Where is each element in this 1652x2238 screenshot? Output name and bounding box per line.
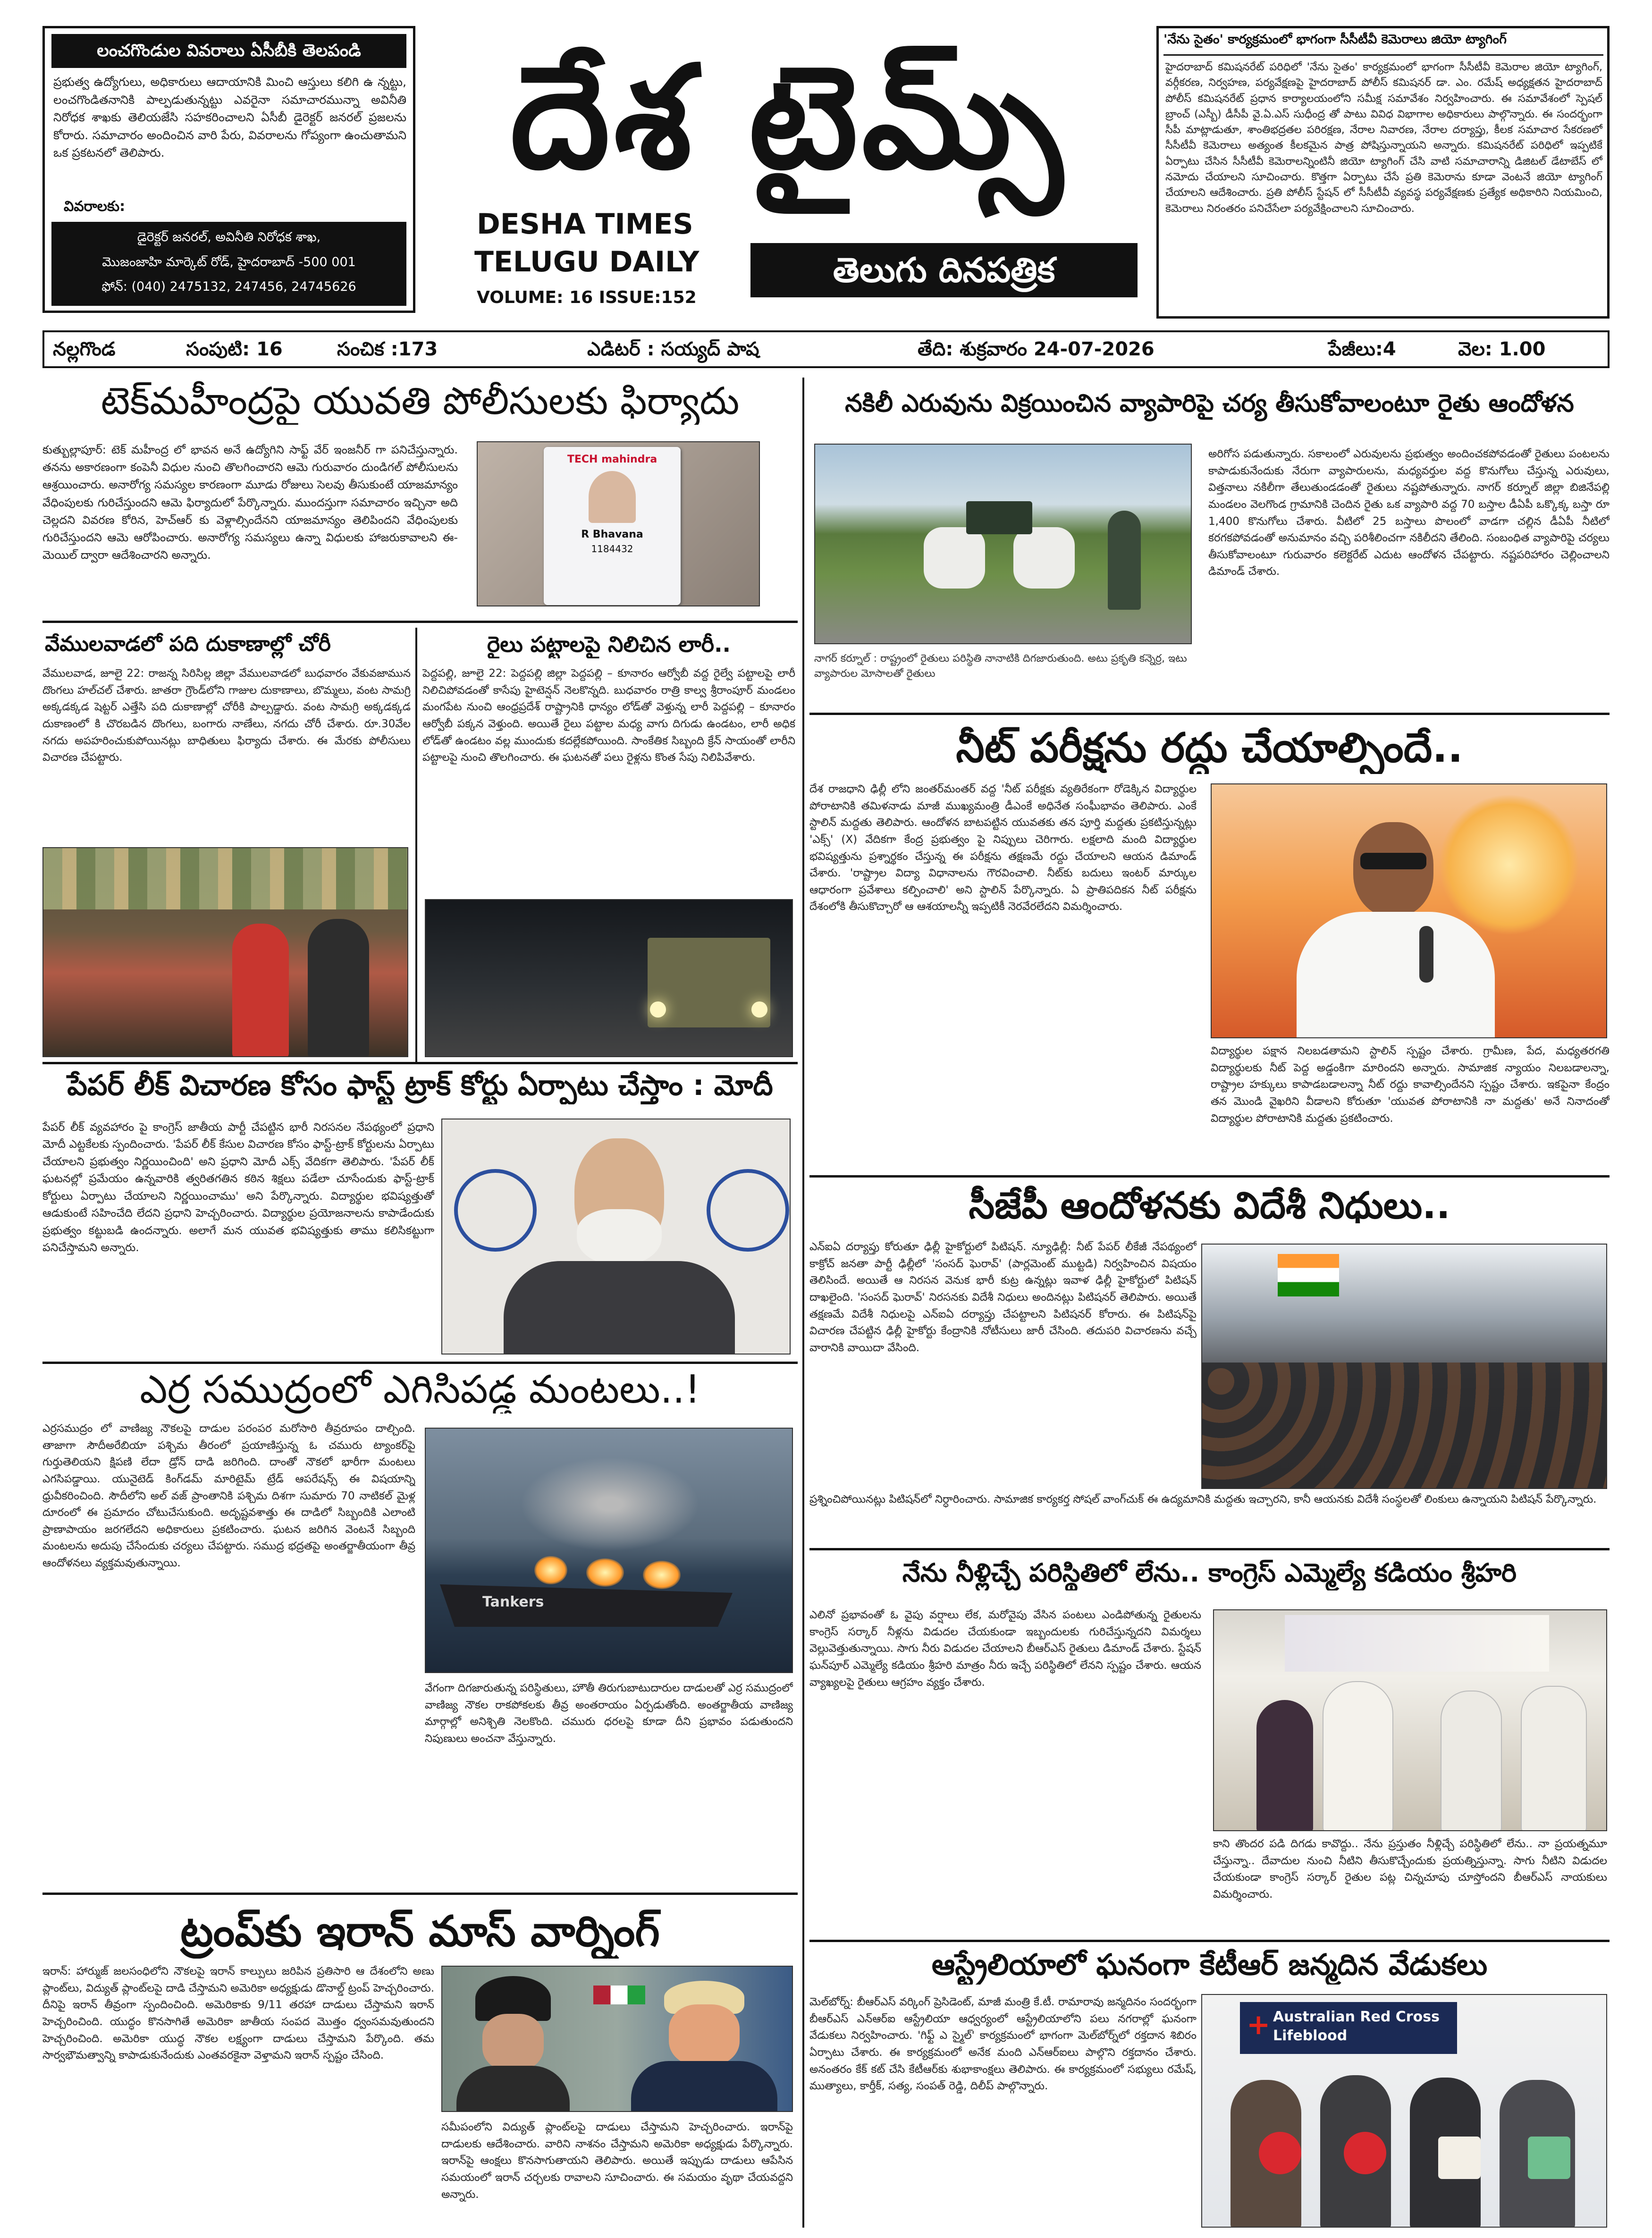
tech-id-card-photo	[477, 441, 760, 606]
smoke-shape	[520, 1457, 700, 1551]
neet-body-continued: విద్యార్థుల పక్షాన నిలబడతామని స్టాలిన్ స్పష్టం చేశారు. గ్రామీణ, పేద, మధ్యతరగతి విద్యార్థులకు నీట్ పెద్ద అడ్డంకిగా మారిందని అన్నారు. సామాజిక న్యాయం నిలబడాలన్నా, రాష్ట్రాల హక్కులు కాపాడబడాలన్నా నీట్ రద్దు కావాల్సిందేనని స్పష్టం చేశారు. ఇకపైనా కేంద్రం తన మొండి వైఖరిని వీడాలని కోరుతూ 'యువత పోరాటానికి నా మద్దతు' అనే నినాదంతో విద్యార్థుల పోరాటానికి మద్దతు ప్రకటించారు.	[1211, 1045, 1610, 1125]
masthead-title: దేశ టైమ్స్	[510, 35, 1067, 200]
speaker-glasses	[1360, 853, 1426, 869]
crowd-shape	[1202, 1363, 1607, 1489]
tech-body: కుత్బుల్లాపూర్: టెక్ మహీంద్ర లో భావన అనే ఉద్యోగిని సాఫ్ట్ వేర్ ఇంజనీర్ గా పనిచేస్తున్నారు. తనను అకారణంగా కంపెనీ విధుల నుంచి తొలగించారని ఆమె గురువారం దుండిగల్ పోలీసులను ఆశ్రయించారు. అనారోగ్య సమస్యల కారణంగా మూడు రోజులు సెలవు తీసుకుంటే యాజమాన్యం వేధింపులకు గురిచేస్తుందని ఆమె ఫిర్యాదులో పేర్కొన్నారు. ముందస్తుగా సమాచారం ఇచ్చినా అది చెల్లదని వివరణ కోరిన, హెచ్ఆర్ కు వెళ్లాల్సిందేనని యాజమాన్యం తెలిపిందని వేధింపులకు గురిచేస్తుందని ఆమె ఆరోపించారు. అనారోగ్య సమస్యలు ఉన్నా విధులకు హాజరుకావాలని ఈ-మెయిల్ ద్వారా ఆదేశించారని అన్నారు.	[42, 443, 458, 562]
divider	[42, 1062, 798, 1064]
acb-address-1: డైరెక్టర్ జనరల్, అవినీతి నిరోధక శాఖ,	[137, 230, 321, 244]
headlight	[650, 1001, 666, 1018]
ktr-blood-donation-photo	[1201, 1994, 1607, 2228]
vemulawada-headline: వేములవాడలో పది దుకాణాల్లో చోరీ	[45, 632, 331, 656]
jacket-shape	[504, 1261, 735, 1355]
fertilizer-headline: నకిలీ ఎరువును విక్రయించిన వ్యాపారిపై చర్య తీసుకోవాలంటూ రైతు ఆందోళన	[845, 389, 1574, 418]
acb-contact-label: వివరాలకు:	[64, 198, 126, 215]
acb-notice-box	[42, 26, 415, 313]
fire-icon	[586, 1558, 624, 1587]
divider	[809, 713, 1610, 715]
kadiyam-body: ఎలినో ప్రభావంతో ఓ వైపు వర్షాలు లేక, మరోవైపు వేసిన పంటలు ఎండిపోతున్న రైతులను కాంగ్రెస్ సర్కార్ నీళ్లను విడుదల చేయకుండా ఇబ్బందులకు గురిచేస్తున్నదని విమర్శలు వెల్లువెత్తుతున్నాయి. సాగు నీరు విడుదల చేయాలని బీఆర్ఎస్ రైతులు డిమాండ్ చేశారు. స్టేషన్ ఘన్‌పూర్ ఎమ్మెల్యే కడియం శ్రీహరి మాత్రం నీరు ఇచ్చే పరిస్థితిలో లేనని స్పష్టం చేశారు. ఆయన వ్యాఖ్యలపై రైతులు ఆగ్రహం వ్యక్తం చేశారు.	[809, 1609, 1201, 1689]
lorry-night-photo	[425, 899, 793, 1057]
masthead-english-name: DESHA TIMES	[477, 208, 693, 241]
vemulawada-shop-photo	[42, 847, 408, 1057]
modi-photo	[441, 1119, 791, 1355]
id-card-number: 1184432	[591, 543, 633, 555]
cjp-body: ఎన్ఐఏ దర్యాప్తు కోరుతూ ఢిల్లీ హైకోర్టులో పిటిషన్. న్యూఢిల్లీ: నీట్ పేపర్ లీకేజీ నేపథ్యంలో కాక్రోచ్ జనతా పార్టీ ఢిల్లీలో 'సంసద్ ఘెరావ్' (పార్లమెంట్ ముట్టడి) నిర్వహించిన విషయం తెలిసిందే. అయితే ఆ నిరసన వెనుక భారీ కుట్ర ఉన్నట్లు ఇవాళ ఢిల్లీ హైకోర్టులో పిటిషన్ దాఖలైంది. 'సంసద్ ఘెరావ్' నిరసనకు విదేశీ నిధులు అందినట్లు పిటిషనర్ తెలిపారు. అయితే తక్షణమే విదేశీ నిధులపై ఎన్ఐఏ దర్యాప్తు చేపట్టాలని పిటిషనర్ కోరారు. ఈ పిటిషన్‌పై విచారణ చేపట్టిన ఢిల్లీ హైకోర్టు కేంద్రానికి నోటీసులు జారీ చేసింది. తదుపరి విచారణను వచ్చే వారానికి వాయిదా వేసింది.	[809, 1241, 1197, 1354]
modi-headline: పేపర్ లీక్ విచారణ కోసం ఫాస్ట్ ట్రాక్ కోర్టు ఏర్పాటు చేస్తాం : మోదీ	[67, 1069, 773, 1102]
cart-shape	[966, 501, 1032, 534]
acb-contact-block	[51, 222, 406, 306]
ship-hull-text: Tankers	[482, 1594, 544, 1610]
ktr-body: మెల్‌బోర్న్: బీఆర్ఎస్ వర్కింగ్ ప్రెసిడెంట్, మాజీ మంత్రి కే.టీ. రామారావు జన్మదినం సందర్భంగా బీఆర్ఎస్ ఎన్ఆర్ఐ ఆస్ట్రేలియా ఆధ్వర్యంలో ఆస్ట్రేలియాలోని పలు నగరాల్లో ఘనంగా వేడుకలు నిర్వహించారు. 'గిఫ్ట్ ఎ స్మైల్' కార్యక్రమంలో భాగంగా మెల్‌బోర్న్‌లో రక్తదాన శిబిరం ఏర్పాటు చేశారు. ఈ కార్యక్రమంలో అనేక మంది ఎన్ఆర్ఐలు పాల్గొని రక్తదానం చేశారు. అనంతరం కేక్ కట్ చేసి కేటీఆర్‌కు శుభాకాంక్షలు తెలిపారు. ఈ కార్యక్రమంలో సభ్యులు రమేష్, ముత్యాలు, కార్తీక్, సత్య, సంపత్ రెడ్డి, దిలీప్ పాల్గొన్నారు.	[809, 1996, 1197, 2093]
id-card	[544, 447, 681, 605]
headlight	[751, 1001, 767, 1018]
redsea-caption: వేగంగా దిగజారుతున్న పరిస్థితులు, హౌతీ తిరుగుబాటుదారుల దాడులతో ఎర్ర సముద్రంలో వాణిజ్య నౌకల రాకపోకలకు తీవ్ర అంతరాయం ఏర్పడుతోంది. అంతర్జాతీయ వాణిజ్య మార్గాల్లో అనిశ్చితి నెలకొంది. చమురు ధరలపై కూడా దీని ప్రభావం పడుతుందని నిపుణులు అంచనా వేస్తున్నారు.	[425, 1682, 793, 1745]
trump-caption: సమీపంలోని విద్యుత్ ప్లాంట్‌లపై దాడులు చేస్తామని హెచ్చరించారు. ఇరాన్‌పై దాడులకు ఆదేశించారు. వారిని నాశనం చేస్తామని అమెరికా అధ్యక్షుడు పేర్కొన్నారు. ఇరాన్‌పై ఆంక్షలు కొనసాగుతాయని తెలిపారు. అయితే ఇప్పుడు దాడులు ఆపేసిన సమయంలో ఇరాన్ చర్చలకు రావాలని సూచించారు. ఈ సమయం వృథా చేయవద్దని అన్నారు.	[441, 2121, 793, 2201]
cctv-notice-heading: 'నేను సైతం' కార్యక్రమంలో భాగంగా సీసీటీవీ కెమెరాలు జియో ట్యాగింగ్	[1163, 32, 1507, 47]
neet-headline: నీట్ పరీక్షను రద్దు చేయాల్సిందే..	[956, 724, 1463, 772]
bullock-shape	[1013, 527, 1075, 589]
banner-shape	[1285, 1615, 1549, 1672]
acb-address-2: మొజంజాహి మార్కెట్ రోడ్, హైదరాబాద్ -500 001	[102, 255, 356, 269]
red-cross-icon: +	[1247, 2008, 1271, 2041]
dateline-bar	[42, 330, 1610, 368]
divider	[809, 1940, 1610, 1942]
placard-icon	[1344, 2132, 1386, 2174]
cleric-robe	[456, 2066, 570, 2112]
trump-headline: ట్రంప్‌కు ఇరాన్ మాస్ వార్నింగ్	[180, 1907, 660, 1956]
lorry-headline: రైలు పట్టాలపై నిలిచిన లారీ..	[487, 631, 731, 657]
tech-headline: టెక్‌మహీంద్రపై యువతి పోలీసులకు ఫిర్యాదు	[101, 379, 740, 423]
farmer-silhouette	[1108, 511, 1141, 610]
id-card-brand: TECH mahindra	[567, 454, 657, 465]
dateline-pages: పేజీలు:4	[1328, 338, 1396, 360]
dateline-editor: ఎడిటర్ : సయ్యద్ పాష	[587, 338, 759, 360]
fire-icon	[643, 1561, 681, 1589]
divider	[42, 621, 798, 623]
redsea-body: ఎర్రసముద్రం లో వాణిజ్య నౌకలపై దాడుల పరంపర మరోసారి తీవ్రరూపం దాల్చింది. తాజాగా సౌదీఅరేబియా పశ్చిమ తీరంలో ప్రయాణిస్తున్న ఓ చమురు ట్యాంకర్‌పై గుర్తుతెలియని క్షిపణి లేదా డ్రోన్ దాడి జరిగింది. దాంతో నౌకలో భారీగా మంటలు ఎగసిపడ్డాయి. యునైటెడ్ కింగ్‌డమ్ మారిటైమ్ ట్రేడ్ ఆపరేషన్స్ ఈ విషయాన్ని ధ్రువీకరించింది. సౌదీలోని అల్ వజ్ ప్రాంతానికి పశ్చిమ దిశగా సుమారు 70 నాటికల్ మైళ్ల దూరంలో ఈ ప్రమాదం చోటుచేసుకుంది. అదృష్టవశాత్తు ఈ దాడిలో సిబ్బందికి ఎలాంటి ప్రాణాపాయం జరగలేదని అధికారులు ప్రకటించారు. ఘటన జరిగిన వెంటనే సిబ్బంది మంటలను అదుపు చేసేందుకు చర్యలు చేపట్టారు. సముద్ర భద్రతపై అంతర్జాతీయంగా తీవ్ర ఆందోళనలు వ్యక్తమవుతున్నాయి.	[42, 1422, 415, 1570]
id-card-photo	[589, 471, 636, 523]
column-divider	[415, 628, 417, 1062]
redsea-headline: ఎర్ర సముద్రంలో ఎగిసిపడ్డ మంటలు..!	[140, 1367, 700, 1412]
flags-icon	[593, 1986, 645, 2004]
neet-body: దేశ రాజధాని ఢిల్లీ లోని జంతర్‌మంతర్ వద్ద 'నీట్ పరీక్షకు వ్యతిరేకంగా రోడెక్కిన విద్యార్థుల పోరాటానికి తమిళనాడు మాజీ ముఖ్యమంత్రి డీఎంకే అధినేత సంఘీభావం తెలిపారు. ఎంకే స్టాలిన్ మద్దతు తెలిపారు. ఆందోళన బాటపట్టిన యువతకు తన పూర్తి మద్దతు ప్రకటిస్తున్నట్లు 'ఎక్స్' (X) వేదికగా కేంద్ర ప్రభుత్వం పై నిప్పులు చెరిగారు. లక్షలాది మంది విద్యార్థుల భవిష్యత్తును ప్రశ్నార్థకం చేస్తున్న ఈ పరీక్షను తక్షణమే రద్దు చేయాలని ఆయన డిమాండ్ చేశారు. 'రాష్ట్రాల విద్యా విధానాలను గౌరవించాలి. నీట్‌కు బదులు ఇంటర్ మార్కుల ఆధారంగా ప్రవేశాలు కల్పించాలి' అని స్టాలిన్ పేర్కొన్నారు. ఏ ప్రాతిపదికన నీట్ పరీక్షను దేశంలోకి తీసుకొచ్చారో ఆ ఆశయాలన్నీ ఇప్పటికీ నెరవేరలేదని విమర్శించారు.	[809, 783, 1197, 913]
trump-body: ఇరాన్: హార్ముజ్ జలసంధిలోని నౌకలపై ఇరాన్ కాల్పులు జరిపిన ప్రతిసారి ఆ దేశంలోని అణు ప్లాంట్‌లు, విద్యుత్ ప్లాంట్‌లపై దాడి చేస్తామని అమెరికా అధ్యక్షుడు డొనాల్డ్ ట్రంప్ హెచ్చరించారు. దీనిపై ఇరాన్ తీవ్రంగా స్పందించింది. అమెరికాకు 9/11 తరహా దాడులు చేస్తామని ఇరాన్ హెచ్చరించింది. యుద్ధం కొనసాగితే అమెరికా జాతీయ సంపద మొత్తం ధ్వంసమవుతుందని హెచ్చరించింది. అమెరికా యుద్ధ నౌకల లక్ష్యంగా దాడులు చేస్తామని పేర్కొంది. తమ సార్వభౌమత్వాన్ని కాపాడుకునేందుకు ఎంతవరకైనా వెళ్తామని ఇరాన్ స్పష్టం చేసింది.	[42, 1965, 434, 2062]
beard-shape	[577, 1209, 662, 1266]
masthead-volume: VOLUME: 16 ISSUE:152	[477, 288, 697, 307]
acb-notice-heading: లంచగొండుల వివరాలు ఏసీబీకి తెలపండి	[51, 34, 406, 68]
dateline-issue: సంచిక :173	[337, 338, 438, 360]
fertilizer-caption: నాగర్ కర్నూల్ : రాష్ట్రంలో రైతులు పరిస్థితి నానాటికి దిగజారుతుంది. అటు ప్రకృతి కన్నెర్ర, ఇటు వ్యాపారుల మోసాలతో రైతులు	[814, 653, 1187, 680]
divider	[809, 1548, 1610, 1550]
acb-phone: ఫోన్: (040) 2475132, 247456, 24745626	[101, 279, 356, 294]
lorry-shape	[648, 938, 770, 1027]
fertilizer-bullock-cart-photo	[814, 444, 1192, 644]
placard-icon	[1438, 2137, 1481, 2179]
person-silhouette	[232, 924, 289, 1057]
trump-face	[669, 2004, 740, 2066]
acb-notice-body: ప్రభుత్వ ఉద్యోగులు, అధికారులు ఆదాయానికి మించి ఆస్తులు కలిగి ఉ న్నట్టు, లంచగొండితనానికి పాల్పడుతున్నట్టు ఎవరైనా సమాచారమున్నా అవినీతి నిరోధక శాఖకు తెలియజేసి సహకరించాలని ఏసీబీ డైరెక్టర్ జనరల్ ప్రజలను కోరారు. సమాచారం అందించిన వారి పేరు, వివరాలను గోప్యంగా ఉంచుతామని ఒక ప్రకటనలో తెలిపారు.	[53, 75, 406, 160]
cctv-notice-underline	[1163, 54, 1603, 56]
bullock-shape	[924, 527, 985, 589]
cjp-body-continued: ప్రశ్నించిపోయినట్లు పిటిషన్‌లో నిర్ధారించారు. సామాజిక కార్యకర్త సోషల్ వాంగ్‌చుక్ ఈ ఉద్యమానికి మద్దతు ఇచ్చారని, కానీ ఆయనకు విదేశీ సంస్థలతో లింకులు ఉన్నాయని పిటిషన్ పేర్కొన్నారు.	[809, 1493, 1597, 1506]
flag-icon	[1278, 1254, 1339, 1296]
lorry-body: పెద్దపల్లి, జూలై 22: పెద్దపల్లి జిల్లా పెద్దపల్లి – కూనారం ఆర్వోబీ వద్ద రైల్వే పట్టాలపై లారీ నిలిచిపోవడంతో కాసేపు హైటెన్షన్ నెలకొన్నది. బుధవారం రాత్రి కాల్వ శ్రీరాంపూర్ మండలం మంగపేట నుంచి ఆంధ్రప్రదేశ్ రాష్ట్రానికి ధాన్యం లోడ్‌తో వెళ్తున్న లారీ పెద్దపల్లి – కూనారం ఆర్వోబీ పక్కన వెళ్తుంది. అయితే రైలు పట్టాల మధ్య వాగు దిగుడు ఉండటం, లారీ అధిక లోడ్‌తో ఉండటం వల్ల ముందుకు కదల్లేకపోయింది. సాంకేతిక సిబ్బంది క్రేన్ సాయంతో లారీని పట్టాలపై నుంచి తొలగించారు. ఈ ఘటనతో పలు రైళ్లను కొంత సేపు నిలిపివేశారు.	[422, 667, 795, 764]
neet-body-tail	[809, 1078, 1197, 1168]
shop-shelf	[43, 848, 408, 909]
cctv-notice-box	[1156, 26, 1610, 319]
ktr-headline: ఆస్ట్రేలియాలో ఘనంగా కేటీఆర్ జన్మదిన వేడుకలు	[931, 1947, 1488, 1982]
dateline-volume: సంపుటి: 16	[186, 338, 283, 360]
cctv-notice-body: హైదరాబాద్ కమిషనరేట్ పరిధిలో 'నేను సైతం' కార్యక్రమంలో భాగంగా సీసీటీవీ కెమెరాల జియో ట్యాగింగ్, వర్గీకరణ, నిర్వహణ, పర్యవేక్షణపై హైదరాబాద్ పోలీస్ కమిషనర్ డా. ఎం. రమేష్ అధ్యక్షతన హైదరాబాద్ పోలీస్ కమిషనరేట్ ప్రధాన కార్యాలయంలోని సమీక్ష సమావేశం నిర్వహించారు. ఈ సమావేశంలో స్పెషల్ బ్రాంచ్ (ఎస్బీ) డీసీపీ వై.ఏ.ఎస్ సుధీంద్ర తో పాటు వివిధ విభాగాల అధికారులు పాల్గొన్నారు. ఈ సందర్భంగా సీపీ మాట్లాడుతూ, శాంతిభద్రతల పరిరక్షణ, నేరాల నివారణ, నేరాల దర్యాప్తు, కీలక సమాచార సేకరణలో సీసీటీవీ కెమెరాలు అత్యంత కీలకమైన పాత్ర పోషిస్తున్నాయని అన్నారు. కమిషనరేట్ పరిధిలో ఇప్పటికే ఏర్పాటు చేసిన సీసీటీవీ కెమెరాలన్నింటినీ జియో ట్యాగింగ్ చేసి వాటి సమాచారాన్ని డిజిటల్ డేటాబేస్ లో నమోదు చేయాలని సూచించారు. కొత్తగా ఏర్పాటు చేసే ప్రతి కెమెరాను కూడా వెంటనే జియో ట్యాగింగ్ చేయాలని ఆదేశించారు. ప్రతి పోలీస్ స్టేషన్ లో సీసీటీవీ వ్యవస్థ పర్యవేక్షణకు ప్రత్యేక అధికారిని నియమించి, కెమెరాలు నిరంతరం పనిచేసేలా పర్యవేక్షించాలని సూచించారు.	[1165, 61, 1602, 215]
person-silhouette	[308, 919, 369, 1057]
kadiyam-caption: కాని తొందర పడి దిగడు కావొద్దు.. నేను ప్రస్తుతం నీళ్లిచ్చే పరిస్థితిలో లేను.. నా ప్రయత్నమూ చేస్తున్నా.. దేవాదుల నుంచి నీటిని తీసుకొచ్చేందుకు ప్రయత్నిస్తున్నా. సాగు నీటిని విడుదల చేయకుండా కాంగ్రెస్ సర్కార్ రైతుల పట్ల చిన్నచూపు చూస్తోందని బీఆర్ఎస్ నాయకులు విమర్శించారు.	[1213, 1838, 1607, 1901]
sun-emblem	[1438, 794, 1580, 935]
dateline-place: నల్లగొండ	[53, 338, 116, 360]
red-cross-banner	[1240, 2002, 1457, 2054]
placard-icon	[1259, 2132, 1301, 2174]
divider	[809, 1175, 1610, 1178]
ashoka-chakra-icon	[454, 1169, 537, 1252]
trump-iran-photo	[441, 1966, 793, 2112]
red-cross-banner-text: Australian Red Cross Lifeblood	[1273, 2009, 1440, 2044]
dateline-price: వెల: 1.00	[1458, 338, 1546, 360]
fertilizer-body: అరిగోస పడుతున్నారు. సకాలంలో ఎరువులను ప్రభుత్వం అందించకపోవడంతో రైతులు పంటలను కాపాడుకునేందుకు నేరుగా వ్యాపారులను, మధ్యవర్తుల వద్ద కొనుగోలు చేస్తున్న ఎరువులు, విత్తనాలు నకిలీగా తేలుతుండడంతో రైతులు నష్టపోతున్నారు. నాగర్ కర్నూల్ జిల్లా బిజినేపల్లి మండలం వెలగొండ గ్రామానికి చెందిన రైతు ఒక వ్యాపారి వద్ద 70 బస్తాల డీఏపీ ఒక్కొక్క బస్తా రూ 1,400 కొనుగోలు చేశారు. వీటిలో 25 బస్తాలు పొలంలో వాడగా చల్లిన డీఏపీ నీటిలో కరగకపోవడంతో అనుమానం వచ్చి పరిశీలించగా నకిలీదని తేలింది. సంబంధిత వ్యాపారిపై చర్యలు తీసుకోవాలంటూ గురువారం కలెక్టరేట్ ఎదుట ఆందోళన చేపట్టారు. నష్టపరిహారం చెల్లించాలని డిమాండ్ చేశారు.	[1208, 448, 1610, 578]
kadiyam-meeting-photo	[1213, 1609, 1607, 1831]
modi-body: పేపర్ లీక్ వ్యవహారం పై కాంగ్రెస్ జాతీయ పార్టీ చేపట్టిన భారీ నిరసనల నేపథ్యంలో ప్రధాని మోదీ ఎట్టకేలకు స్పందించారు. 'పేపర్ లీక్ కేసుల విచారణ కోసం ఫాస్ట్-ట్రాక్ కోర్టులను ఏర్పాటు చేయాలని ప్రభుత్వం నిర్ణయించింది' అని ప్రధాని మోదీ ఎక్స్ వేదికగా తెలిపారు. 'పేపర్ లీక్ ఘటనల్లో ప్రమేయం ఉన్నవారికి త్వరితగతిన కఠిన శిక్షలు పడేలా చూసేందుకు ఫాస్ట్-ట్రాక్ కోర్టులు ఏర్పాటు చేయాలని నిర్ణయించాము' అని పేర్కొన్నారు. విద్యార్థుల భవిష్యత్తుతో ఆడుకుంటే సహించేది లేదని ప్రధాని హెచ్చరించారు. విద్యార్థుల ప్రయోజనాలను కాపాడేందుకు ప్రభుత్వం కట్టుబడి ఉందన్నారు. అలాగే మన యువత భవిష్యత్తుకు తాము కలిసికట్టుగా పనిచేస్తామని అన్నారు.	[42, 1120, 434, 1254]
kadiyam-headline: నేను నీళ్లిచ్చే పరిస్థితిలో లేను.. కాంగ్రెస్ ఎమ్మెల్యే కడియం శ్రీహరి	[902, 1558, 1517, 1588]
person-silhouette	[1521, 1686, 1587, 1831]
speaker-shirt	[1297, 912, 1495, 1038]
dateline-date: తేది: శుక్రవారం 24-07-2026	[918, 338, 1155, 360]
id-card-name: R Bhavana	[581, 529, 643, 540]
person-silhouette	[1323, 1681, 1393, 1831]
cjp-protest-photo	[1201, 1244, 1607, 1489]
cleric-face	[482, 2014, 544, 2070]
masthead-english-sub: TELUGU DAILY	[474, 245, 700, 278]
microphone-icon	[1419, 926, 1433, 983]
cjp-headline: సీజేపీ ఆందోళనకు విదేశీ నిధులు..	[969, 1185, 1450, 1227]
ashoka-chakra-icon	[707, 1169, 789, 1252]
masthead-tagline: తెలుగు దినపత్రిక	[750, 243, 1138, 297]
redsea-ship-photo	[425, 1428, 793, 1673]
vemulawada-body: వేములవాడ, జూలై 22: రాజన్న సిరిసిల్ల జిల్లా వేములవాడలో బుధవారం వేకువజామున దొంగలు హల్‌చల్ చేశారు. జాతరా గ్రౌండ్‌లోని గాజుల దుకాణాలు, బొమ్మలు, వంట సామగ్రి అక్కడక్కడ షెట్టర్ ఎత్తేసి పది దుకాణాల్లో చోరీకి పాల్పడ్డారు. వంట సామగ్రి అక్కడక్కడ దుకాణంలో కి చొరబడిన దొంగలు, బంగారు నాణేలు, నగదు చోరీ చేశారు. రూ.30వేల నగదు అపహరించుకుపోయినట్లు బాధితులు ఫిర్యాదు చేశారు. ఈ మేరకు పోలీసులు విచారణ చేపట్టారు.	[42, 667, 411, 764]
center-column-divider	[802, 378, 804, 2228]
placard-icon	[1528, 2137, 1570, 2179]
speaker-head	[1353, 822, 1433, 917]
person-silhouette	[1256, 1700, 1313, 1831]
fire-icon	[534, 1556, 567, 1584]
person-silhouette	[1441, 1691, 1502, 1831]
neet-stalin-photo	[1211, 783, 1607, 1038]
divider	[42, 1893, 798, 1895]
trump-suit	[631, 2061, 777, 2112]
divider	[42, 1362, 798, 1364]
